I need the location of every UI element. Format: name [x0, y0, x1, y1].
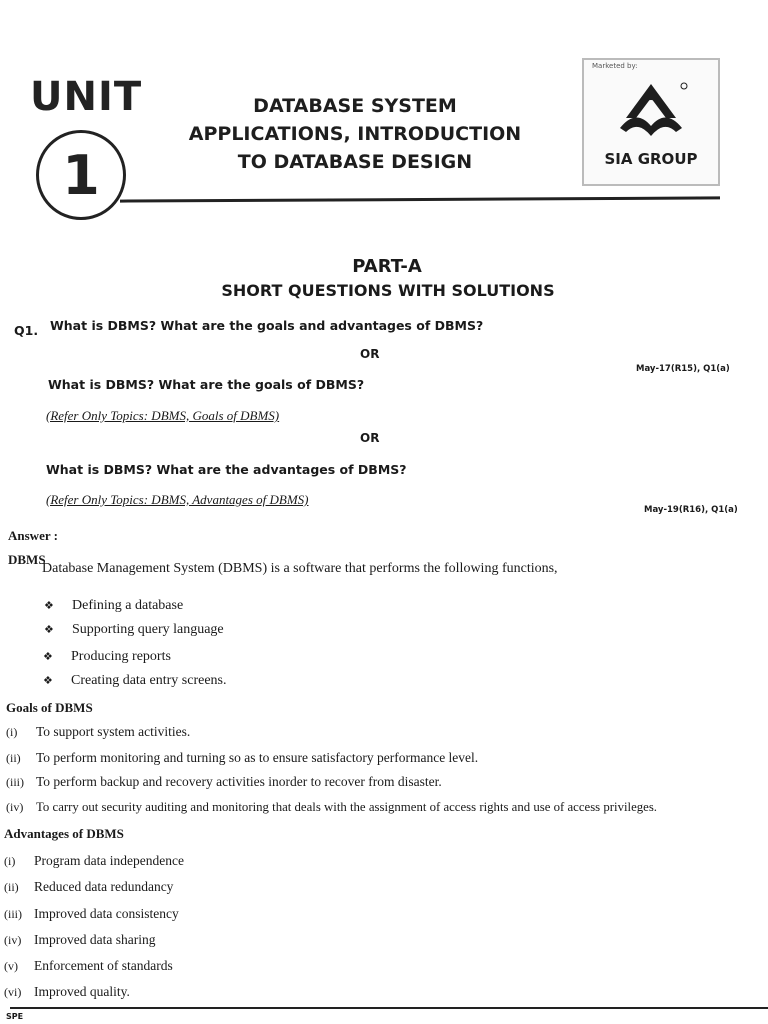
- diamond-bullet-icon: ❖: [43, 651, 53, 663]
- list-item: ❖ Defining a database: [44, 598, 184, 613]
- left-edge-margin: [0, 0, 16, 1024]
- header-divider: [120, 196, 720, 202]
- footer-fragment: SPE: [6, 1012, 24, 1021]
- chapter-title-line-2: APPLICATIONS, INTRODUCTION: [188, 123, 522, 145]
- footer-divider: [10, 1007, 768, 1009]
- list-item: (iii) Improved data consistency: [4, 906, 179, 921]
- list-item: (i) To support system activities.: [6, 724, 191, 739]
- question-alt-1: What is DBMS? What are the goals of DBMS?: [48, 377, 365, 392]
- list-item: (v) Enforcement of standards: [4, 958, 173, 973]
- dbms-heading: DBMS: [8, 552, 46, 567]
- list-item: (ii) Reduced data redundancy: [4, 879, 174, 894]
- or-separator-2: OR: [360, 431, 380, 445]
- list-item: (iv) Improved data sharing: [4, 932, 156, 947]
- dbms-intro: Database Management System (DBMS) is a software that performs the following functions,: [42, 561, 558, 576]
- question-alt-2: What is DBMS? What are the advantages of DBMS?: [46, 462, 407, 477]
- list-item: ❖ Creating data entry screens.: [43, 673, 227, 688]
- marketed-by-label: Marketed by:: [592, 62, 638, 70]
- publisher-logo: [582, 58, 720, 186]
- goals-heading: Goals of DBMS: [6, 700, 93, 715]
- unit-number-circle: [36, 130, 126, 220]
- list-item: (ii) To perform monitoring and turning so as to ensure satisfactory performance level.: [6, 750, 479, 765]
- advantages-heading: Advantages of DBMS: [4, 826, 124, 841]
- list-item: (i) Program data independence: [4, 853, 184, 868]
- diamond-bullet-icon: ❖: [44, 600, 54, 612]
- chapter-title-line-1: DATABASE SYSTEM: [253, 95, 457, 117]
- answer-label: Answer :: [8, 528, 58, 543]
- question-main: What is DBMS? What are the goals and advantages of DBMS?: [50, 318, 484, 333]
- chapter-title-line-3: TO DATABASE DESIGN: [237, 151, 473, 173]
- exam-reference-1: May-17(R15), Q1(a): [636, 364, 730, 374]
- list-item: (iv) To carry out security auditing and monitoring that deals with the assignment of access rights and use of access privileges.: [6, 800, 658, 814]
- sia-emblem-icon: [606, 78, 696, 148]
- or-separator-1: OR: [360, 347, 380, 361]
- list-item: (iii) To perform backup and recovery activities inorder to recover from disaster.: [6, 774, 442, 789]
- part-title: PART-A: [352, 256, 422, 277]
- question-number: Q1.: [14, 323, 39, 338]
- logo-text: SIA GROUP: [604, 150, 698, 168]
- list-item: ❖ Producing reports: [43, 649, 171, 664]
- reference-note-2: (Refer Only Topics: DBMS, Advantages of DBMS): [46, 492, 309, 507]
- diamond-bullet-icon: ❖: [43, 675, 53, 687]
- reference-note-1: (Refer Only Topics: DBMS, Goals of DBMS): [46, 408, 280, 423]
- diamond-bullet-icon: ❖: [44, 624, 54, 636]
- list-item: (vi) Improved quality.: [4, 984, 130, 999]
- exam-reference-2: May-19(R16), Q1(a): [644, 505, 738, 515]
- unit-label: UNIT: [30, 74, 143, 120]
- list-item: ❖ Supporting query language: [44, 622, 224, 637]
- section-title: SHORT QUESTIONS WITH SOLUTIONS: [221, 281, 555, 300]
- unit-number: 1: [62, 143, 100, 207]
- chapter-title: [140, 92, 570, 176]
